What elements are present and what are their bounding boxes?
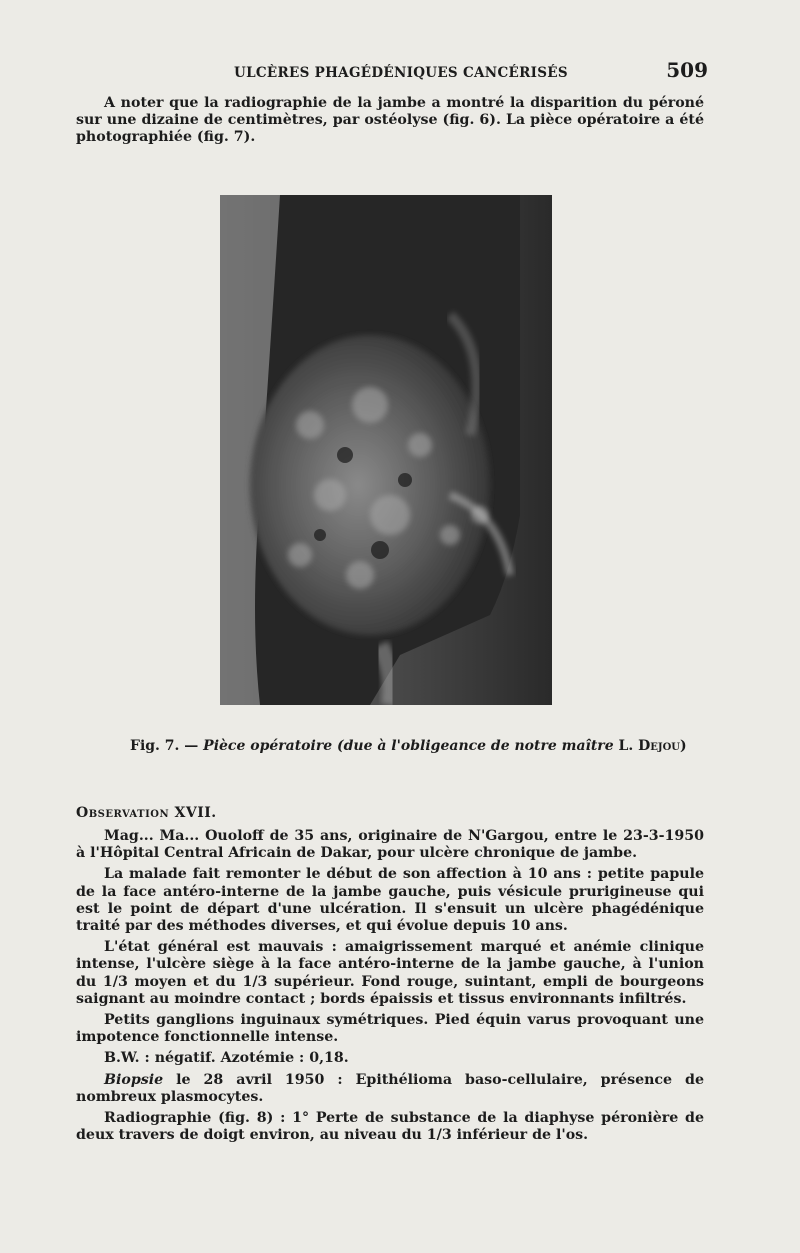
figure-7-photo [220, 195, 552, 705]
intro-paragraph: A noter que la radiographie de la jambe a montré la disparition du péroné sur une dizaine de centimètres, par ostéolyse (fig. 6). La pièce opératoire a été photographiée (fig. 7). [76, 95, 704, 146]
biopsy-text: le 28 avril 1950 : Epithélioma baso-cellulaire, présence de nombreux plasmocytes. [76, 1071, 704, 1105]
figure-caption [130, 738, 687, 754]
running-head [76, 58, 708, 82]
running-title: ULCÈRES PHAGÉDÉNIQUES CANCÉRISÉS [234, 65, 568, 81]
observation-body [76, 828, 704, 1148]
radiography-paragraph: Radiographie (fig. 8) : 1° Perte de substance de la diaphyse péronière de deux travers de doigt environ, au niveau du 1/3 inférieur de l'os. [76, 1110, 704, 1144]
observation-paragraph: La malade fait remonter le début de son affection à 10 ans : petite papule de la face antéro-interne de la jambe gauche, puis vésicule prurigineuse qui est le point de départ d'une ulcération. Il s'ensuit un ulcère phagédénique traité par des méthodes diverses, et qui évolue depuis 10 ans. [76, 866, 704, 935]
intro-paragraph-block [76, 95, 704, 151]
caption-text: Pièce opératoire (due à l'obligeance de notre maître [203, 738, 614, 754]
caption-label: Fig. 7. — [130, 738, 199, 754]
biopsy-paragraph [76, 1072, 704, 1106]
biopsy-lead: Biopsie [104, 1071, 164, 1088]
observation-heading: Observation XVII. [76, 805, 217, 821]
observation-paragraph: B.W. : négatif. Azotémie : 0,18. [104, 1050, 349, 1067]
observation-paragraph: L'état général est mauvais : amaigrissement marqué et anémie clinique intense, l'ulcère siège à la face antéro-interne de la jambe gauche, à l'union du 1/3 moyen et du 1/3 supérieur. Fond rouge, suintant, empli de bourgeons saignant au moindre contact ; bords épaissis et tissus environnants infiltrés. [76, 939, 704, 1007]
observation-paragraph: Mag... Ma... Ouoloff de 35 ans, originaire de N'Gargou, entre le 23-3-1950 à l'Hôpital Central Africain de Dakar, pour ulcère chronique de jambe. [76, 828, 704, 862]
page-number: 509 [666, 58, 708, 82]
caption-author: L. Dejou) [618, 738, 687, 754]
specimen-photograph [220, 195, 552, 705]
observation-paragraph: Petits ganglions inguinaux symétriques. Pied équin varus provoquant une impotence fonctionnelle intense. [76, 1012, 704, 1046]
